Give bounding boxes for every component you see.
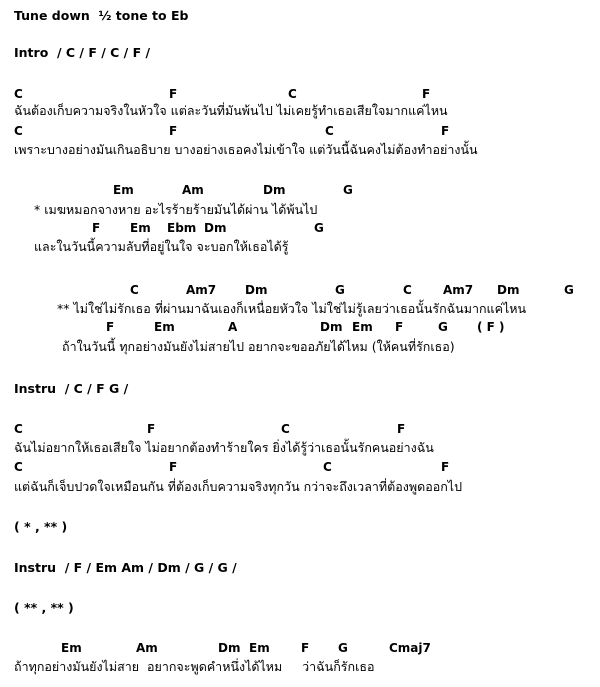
chord: Am7 [186, 283, 217, 297]
chord: C [14, 124, 23, 138]
chord: Em [249, 641, 270, 655]
lyric-line: ถ้าในวันนี้ ทุกอย่างมันยังไม่สายไป อยากจะขออภัยได้ไหม (ให้คนที่รักเธอ) [62, 339, 455, 354]
chord: C [288, 87, 297, 101]
chord: Dm [497, 283, 520, 297]
chord: Am [182, 183, 204, 197]
chord: F [147, 422, 156, 436]
chord: G [314, 221, 324, 235]
chord: C [281, 422, 290, 436]
chord: F [441, 124, 450, 138]
chord: C [14, 460, 23, 474]
chord: F [169, 87, 178, 101]
chord: F [395, 320, 404, 334]
chord: Em [61, 641, 82, 655]
repeat-marker: ( ** , ** ) [14, 600, 74, 615]
chord: Em [154, 320, 175, 334]
chord: Cmaj7 [389, 641, 431, 655]
lyric-line: ** ไม่ใช่ไม่รักเธอ ที่ผ่านมาฉันเองก็เหนื่อยหัวใจ ไม่ใช่ไม่รู้เลยว่าเธอนั้นรักฉันมากแค่ไหน [57, 301, 527, 316]
chord: Ebm [167, 221, 197, 235]
chord: Em [113, 183, 134, 197]
chord: F [422, 87, 431, 101]
instrumental-line: Instru / C / F G / [14, 381, 129, 396]
chord: Am [136, 641, 158, 655]
chord: F [301, 641, 310, 655]
tuning-note: Tune down ½ tone to Eb [14, 8, 189, 23]
lyric-line: ฉันต้องเก็บความจริงในหัวใจ แต่ละวันที่มันพ้นไป ไม่เคยรู้ทำเธอเสียใจมากแค่ไหน [14, 103, 448, 118]
lyric-line: ถ้าทุกอย่างมันยังไม่สาย อยากจะพูดคำหนึ่งได้ไหม ว่าฉันก็รักเธอ [14, 659, 375, 674]
chord: C [403, 283, 412, 297]
chord: G [438, 320, 448, 334]
chord: C [14, 422, 23, 436]
chord: F [397, 422, 406, 436]
chord: G [564, 283, 574, 297]
chord: Dm [263, 183, 286, 197]
intro-line: Intro / C / F / C / F / [14, 45, 151, 60]
repeat-marker: ( * , ** ) [14, 519, 68, 534]
chord: F [92, 221, 101, 235]
chord: C [323, 460, 332, 474]
lyric-line: เพราะบางอย่างมันเกินอธิบาย บางอย่างเธอคงไม่เข้าใจ แต่วันนี้ฉันคงไม่ต้องทำอย่างนั้น [14, 142, 478, 157]
chord: C [14, 87, 23, 101]
chord: C [325, 124, 334, 138]
chord: A [228, 320, 238, 334]
instrumental-line: Instru / F / Em Am / Dm / G / G / [14, 560, 237, 575]
lyric-line: และในวันนี้ความลับที่อยู่ในใจ จะบอกให้เธอได้รู้ [34, 239, 289, 254]
chord: Em [352, 320, 373, 334]
chord: Dm [320, 320, 343, 334]
chord: G [343, 183, 353, 197]
chord: F [106, 320, 115, 334]
chord: Dm [218, 641, 241, 655]
chord: G [338, 641, 348, 655]
chord: Dm [245, 283, 268, 297]
chord: G [335, 283, 345, 297]
chord: Dm [204, 221, 227, 235]
lyric-line: แต่ฉันก็เจ็บปวดใจเหมือนกัน ที่ต้องเก็บความจริงทุกวัน กว่าจะถึงเวลาที่ต้องพูดออกไป [14, 479, 463, 494]
chord: Am7 [443, 283, 474, 297]
lyric-line: ฉันไม่อยากให้เธอเสียใจ ไม่อยากต้องทำร้ายใคร ยิ่งได้รู้ว่าเธอนั้นรักคนอย่างฉัน [14, 440, 434, 455]
chord: F [169, 124, 178, 138]
lyric-line: * เมฆหมอกจางหาย อะไรร้ายร้ายมันได้ผ่าน ได้พ้นไป [34, 202, 318, 217]
chord: Em [130, 221, 151, 235]
chord: F [169, 460, 178, 474]
chord: ( F ) [477, 320, 505, 334]
chord: C [130, 283, 139, 297]
chord: F [441, 460, 450, 474]
